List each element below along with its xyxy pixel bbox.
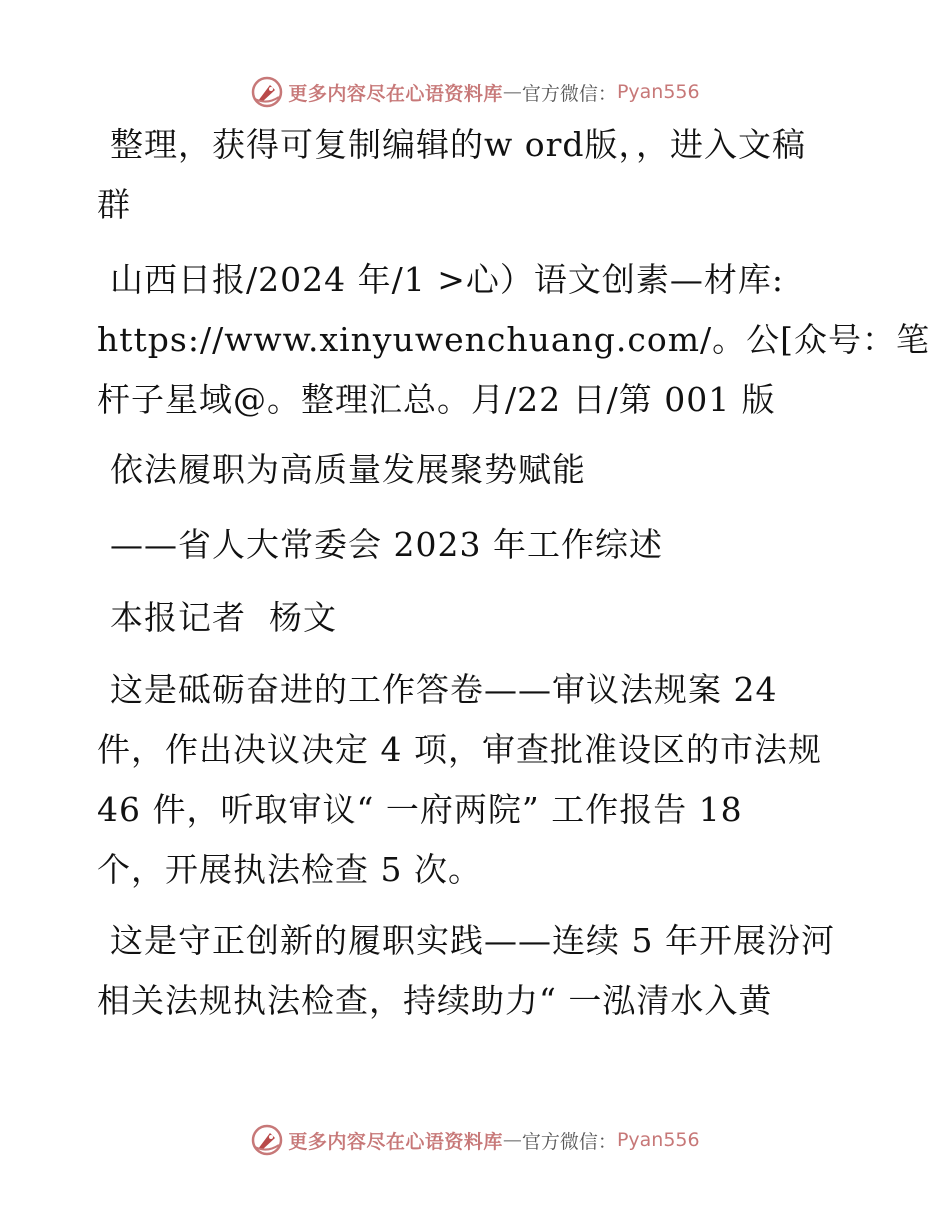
- text-line: 件，作出决议决定 4 项，审查批准设区的市法规: [97, 730, 822, 769]
- pen-nib-logo-icon: [250, 75, 284, 109]
- text-line: 依法履职为高质量发展聚势赋能: [110, 450, 586, 489]
- watermark-wechat-id: Pyan556: [616, 1129, 700, 1151]
- text-line: 相关法规执法检查，持续助力“ 一泓清水入黄: [97, 981, 773, 1020]
- watermark-separator: —: [502, 1129, 522, 1151]
- text-line: 这是守正创新的履职实践——连续 5 年开展汾河: [110, 921, 835, 960]
- text-line: 山西日报/2024 年/1 >心）语文创素—材库:: [110, 260, 784, 299]
- article-byline: [97, 588, 857, 648]
- text-line: ——省人大常委会 2023 年工作综述: [110, 525, 663, 564]
- watermark-title: 更多内容尽在心语资料库: [288, 1130, 503, 1153]
- text-line: 整理，获得可复制编辑的w ord版，，进入文稿: [110, 125, 807, 164]
- text-line: 杆子星域@。整理汇总。月/22 日/第 001 版: [97, 380, 776, 419]
- paragraph-intro: [97, 115, 857, 235]
- article-subtitle: [97, 515, 857, 575]
- watermark-wechat-label: 官方微信：: [521, 82, 617, 105]
- text-line: 本报记者 杨文: [110, 598, 337, 637]
- pen-nib-logo-icon: [250, 1123, 284, 1157]
- watermark-separator: —: [502, 81, 522, 103]
- text-line: 这是砥砺奋进的工作答卷——审议法规案 24: [110, 670, 778, 709]
- paragraph-source: [97, 250, 931, 430]
- text-line: https://www.xinyuwenchuang.com/。公[众号：笔: [97, 320, 931, 359]
- header-watermark: [0, 72, 950, 112]
- watermark-wechat-label: 官方微信：: [521, 1130, 617, 1153]
- text-line: 46 件，听取审议“ 一府两院” 工作报告 18: [97, 790, 743, 829]
- paragraph-body-2: [97, 911, 857, 1031]
- watermark-title: 更多内容尽在心语资料库: [288, 82, 503, 105]
- paragraph-body-1: [97, 660, 857, 900]
- article-title: [97, 440, 857, 500]
- text-line: 群: [97, 185, 131, 224]
- text-line: 个，开展执法检查 5 次。: [97, 850, 482, 889]
- footer-watermark: [0, 1120, 950, 1160]
- watermark-wechat-id: Pyan556: [616, 81, 700, 103]
